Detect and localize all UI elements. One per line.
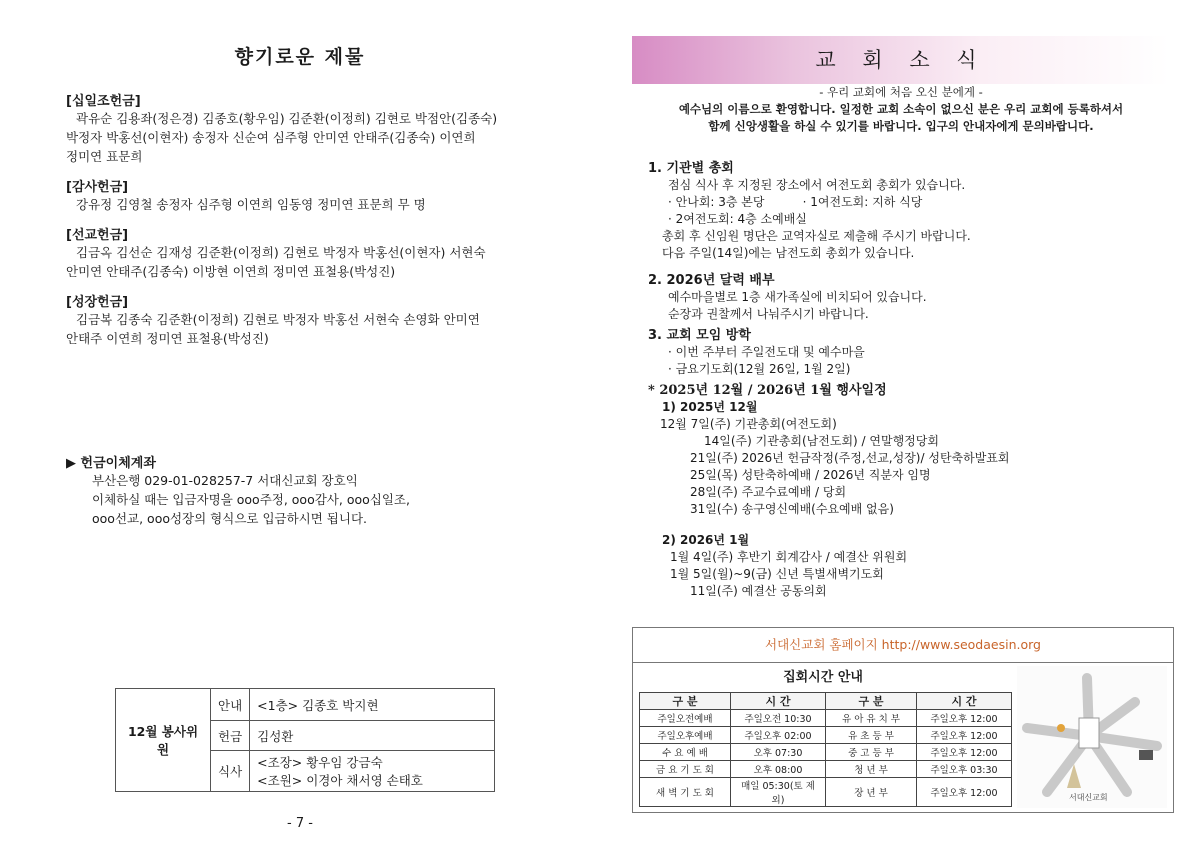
schedule-item: 31일(수) 송구영신예배(수요예배 없음) bbox=[690, 502, 894, 516]
column-header: 시 간 bbox=[731, 693, 826, 710]
schedule-item: 25일(목) 성탄축하예배 / 2026년 직분자 임명 bbox=[690, 468, 931, 482]
transfer-account bbox=[66, 452, 546, 528]
schedule-item: 12월 7일(주) 기관총회(여전도회) bbox=[660, 417, 837, 431]
news-title: 3. 교회 모임 방학 bbox=[648, 328, 751, 343]
table-cell: 중 고 등 부 bbox=[826, 744, 917, 761]
offering-title: [감사헌금] bbox=[66, 180, 129, 195]
table-cell: 주일오후 02:00 bbox=[731, 727, 826, 744]
table-cell: 주일오전예배 bbox=[640, 710, 731, 727]
news-banner bbox=[632, 36, 1170, 84]
volunteer-role: 식사 bbox=[211, 751, 250, 792]
table-cell: 새 벽 기 도 회 bbox=[640, 778, 731, 807]
schedule-month: 1) 2025년 12월 bbox=[662, 400, 758, 414]
page-title: 향기로운 제물 bbox=[234, 46, 366, 68]
intro-line: 함께 신앙생활을 하실 수 있기를 바랍니다. 입구의 안내자에게 문의바랍니다. bbox=[708, 119, 1094, 133]
table-cell: 금 요 기 도 회 bbox=[640, 761, 731, 778]
news-list bbox=[648, 160, 1178, 600]
offering-names: 박정자 박홍선(이현자) 송정자 신순여 심주형 안미연 안태주(김종숙) 이연희 bbox=[66, 130, 476, 145]
intro-heading: - 우리 교회에 처음 오신 분에게 - bbox=[819, 85, 983, 99]
offering-names: 정미연 표문희 bbox=[66, 149, 143, 164]
table-cell: 장 년 부 bbox=[826, 778, 917, 807]
news-line: 예수마을별로 1층 새가족실에 비치되어 있습니다. bbox=[668, 290, 927, 304]
news-title: 2. 2026년 달력 배부 bbox=[648, 273, 775, 288]
news-item bbox=[648, 160, 1178, 262]
schedule-item: 21일(주) 2026년 헌금작정(주정,선교,성장)/ 성탄축하발표회 bbox=[690, 451, 1010, 465]
offering-names: 강유정 김영철 송정자 심주형 이연희 임동영 정미연 표문희 무 명 bbox=[76, 197, 426, 212]
volunteer-names: <조장> 황우임 강금숙 bbox=[257, 755, 383, 770]
news-line: · 금요기도회(12월 26일, 1월 2일) bbox=[668, 362, 851, 376]
offering-tithe bbox=[66, 90, 546, 166]
banner-title: 교 회 소 식 bbox=[815, 48, 987, 72]
offering-thanks bbox=[66, 176, 546, 214]
meeting-table bbox=[639, 692, 1012, 807]
news-item bbox=[648, 272, 1178, 323]
table-cell: 청 년 부 bbox=[826, 761, 917, 778]
table-cell: 주일오후 12:00 bbox=[917, 727, 1012, 744]
transfer-line: ooo선교, ooo성장의 형식으로 입금하시면 됩니다. bbox=[92, 511, 368, 526]
volunteer-role: 헌금 bbox=[211, 721, 250, 751]
schedule-item: 14일(주) 기관총회(남전도회) / 연말행정당회 bbox=[704, 434, 939, 448]
transfer-title: ▶ 헌금이체계좌 bbox=[66, 456, 156, 471]
church-location-map bbox=[1017, 666, 1167, 808]
volunteer-names: <1층> 김종호 박지현 bbox=[250, 689, 495, 721]
offering-names: 김금복 김종숙 김준환(이정희) 김현로 박정자 박홍선 서현숙 손영화 안미연 bbox=[76, 312, 480, 327]
event-schedule bbox=[648, 382, 1178, 600]
news-line: 다음 주일(14일)에는 남전도회 총회가 있습니다. bbox=[662, 246, 915, 260]
offering-names: 안미연 안태주(김종숙) 이방현 이연희 정미연 표철용(박성진) bbox=[66, 264, 396, 279]
table-row bbox=[640, 727, 1012, 744]
volunteer-header: 12월 봉사위원 bbox=[116, 689, 211, 792]
offering-growth bbox=[66, 291, 546, 348]
table-row bbox=[640, 778, 1012, 807]
schedule-item: 1월 4일(주) 후반기 회계감사 / 예결산 위원회 bbox=[670, 550, 908, 564]
offering-title: [십일조헌금] bbox=[66, 94, 141, 109]
table-cell: 주일오후 12:00 bbox=[917, 744, 1012, 761]
table-cell: 주일오후 03:30 bbox=[917, 761, 1012, 778]
transfer-line: 이체하실 때는 입금자명을 ooo주정, ooo감사, ooo십일조, bbox=[92, 492, 410, 507]
offering-mission bbox=[66, 224, 546, 281]
map-label: 서대신교회 bbox=[1069, 793, 1108, 802]
volunteer-names-cell bbox=[250, 751, 495, 792]
schedule-month: 2) 2026년 1월 bbox=[662, 533, 750, 547]
table-header-row bbox=[640, 693, 1012, 710]
table-row bbox=[640, 744, 1012, 761]
schedule-item: 11일(주) 예결산 공동의회 bbox=[690, 584, 827, 598]
news-line: 점심 식사 후 지정된 장소에서 여전도회 총회가 있습니다. bbox=[668, 178, 966, 192]
table-row bbox=[640, 761, 1012, 778]
table-cell: 주일오전 10:30 bbox=[731, 710, 826, 727]
table-cell: 유 초 등 부 bbox=[826, 727, 917, 744]
table-cell: 오후 07:30 bbox=[731, 744, 826, 761]
table-cell: 유 아 유 치 부 bbox=[826, 710, 917, 727]
column-header: 구 분 bbox=[826, 693, 917, 710]
table-cell: 오후 08:00 bbox=[731, 761, 826, 778]
offering-title: [성장헌금] bbox=[66, 295, 129, 310]
table-row bbox=[640, 710, 1012, 727]
news-line: · 이번 주부터 주일전도대 및 예수마을 bbox=[668, 345, 865, 359]
homepage-link[interactable]: 서대신교회 홈페이지 http://www.seodaesin.org bbox=[633, 628, 1173, 663]
news-title: 1. 기관별 총회 bbox=[648, 161, 734, 176]
volunteer-names: <조원> 이경아 채서영 손태호 bbox=[257, 773, 423, 788]
transfer-line: 부산은행 029-01-028257-7 서대신교회 장호익 bbox=[92, 473, 358, 488]
volunteer-table bbox=[115, 688, 495, 792]
schedule-title: * 2025년 12월 / 2026년 1월 행사일정 bbox=[648, 383, 887, 398]
column-header: 구 분 bbox=[640, 693, 731, 710]
table-cell: 수 요 예 배 bbox=[640, 744, 731, 761]
table-cell: 주일오후 12:00 bbox=[917, 710, 1012, 727]
news-line: · 2여전도회: 4층 소예배실 bbox=[668, 212, 807, 226]
info-box bbox=[632, 627, 1174, 813]
offering-title: [선교헌금] bbox=[66, 228, 129, 243]
offering-list bbox=[66, 90, 546, 358]
table-cell: 매일 05:30(토 제외) bbox=[731, 778, 826, 807]
volunteer-names: 김성환 bbox=[250, 721, 495, 751]
column-header: 시 간 bbox=[917, 693, 1012, 710]
table-cell: 주일오후 12:00 bbox=[917, 778, 1012, 807]
news-item bbox=[648, 327, 1178, 378]
news-line: · 안나회: 3층 본당 · 1여전도회: 지하 식당 bbox=[668, 195, 923, 209]
offering-names: 김금옥 김선순 김재성 김준환(이정희) 김현로 박정자 박홍선(이현자) 서현숙 bbox=[76, 245, 486, 260]
table-cell: 주일오후예배 bbox=[640, 727, 731, 744]
volunteer-role: 안내 bbox=[211, 689, 250, 721]
offering-names: 곽유순 김용좌(정은경) 김종호(황우임) 김준환(이정희) 김현로 박점안(김종숙) bbox=[76, 111, 498, 126]
welcome-intro bbox=[632, 84, 1170, 135]
offering-names: 안태주 이연희 정미연 표철용(박성진) bbox=[66, 331, 269, 346]
schedule-item: 28일(주) 주교수료예배 / 당회 bbox=[690, 485, 847, 499]
news-line: 순장과 권찰께서 나눠주시기 바랍니다. bbox=[668, 307, 869, 321]
meeting-title: 집회시간 안내 bbox=[783, 670, 863, 685]
page-number: - 7 - bbox=[287, 816, 313, 831]
intro-line: 예수님의 이름으로 환영합니다. 일정한 교회 소속이 없으신 분은 우리 교회에 등록하셔서 bbox=[678, 102, 1124, 116]
news-line: 총회 후 신임원 명단은 교역자실로 제출해 주시기 바랍니다. bbox=[662, 229, 971, 243]
schedule-item: 1월 5일(월)~9(금) 신년 특별새벽기도회 bbox=[670, 567, 884, 581]
